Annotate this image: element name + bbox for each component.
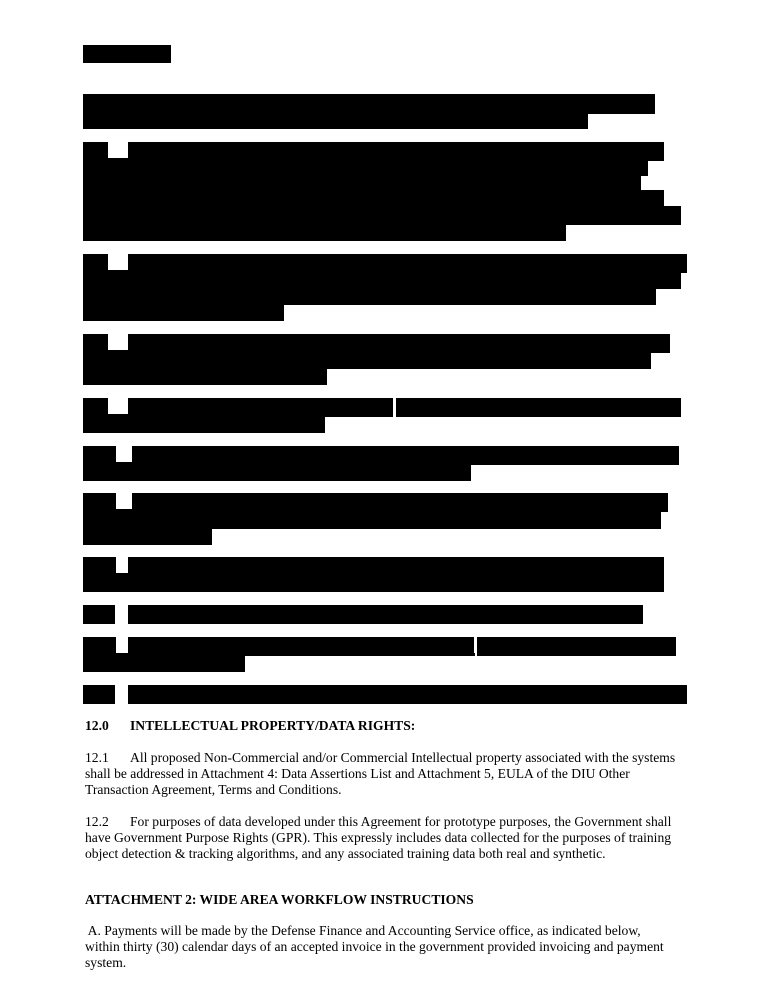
section-title: INTELLECTUAL PROPERTY/DATA RIGHTS: [130, 718, 416, 733]
redaction-block [396, 398, 681, 417]
redaction-block [83, 158, 648, 176]
redaction-block [83, 685, 115, 704]
attachment-2-heading: ATTACHMENT 2: WIDE AREA WORKFLOW INSTRUCTIONS [85, 892, 474, 907]
paragraph-text: All proposed Non-Commercial and/or Commercial Intellectual property associated with the systems [130, 750, 676, 765]
paragraph-number: 12.2 [85, 814, 109, 829]
redaction-block [83, 114, 588, 129]
redaction-block [83, 334, 108, 350]
redaction-block [83, 142, 108, 158]
paragraph-number: 12.1 [85, 750, 109, 765]
redaction-block [83, 605, 115, 624]
paragraph-line: system. [85, 955, 127, 970]
paragraph-line: object detection & tracking algorithms, and any associated training data both real and synthetic. [85, 846, 606, 861]
redaction-block [83, 446, 116, 462]
redaction-block [83, 206, 681, 225]
section-12-heading [85, 718, 415, 734]
redaction-block [83, 417, 325, 433]
redaction-block [83, 176, 641, 190]
redaction-block [83, 529, 212, 545]
redaction-block [83, 289, 656, 305]
redaction-block [83, 305, 284, 321]
paragraph-line: have Government Purpose Rights (GPR). This expressly includes data collected for the purposes of training [85, 830, 672, 845]
paragraph-line: Transaction Agreement, Terms and Conditions. [85, 782, 342, 797]
redaction-block [83, 254, 108, 270]
redaction-block [83, 190, 664, 206]
redaction-block [83, 270, 681, 289]
redaction-block [83, 557, 116, 573]
paragraph-text: For purposes of data developed under this Agreement for prototype purposes, the Government shall [130, 814, 672, 829]
redaction-block [132, 493, 668, 512]
redaction-block [83, 656, 245, 672]
redaction-heading [83, 45, 171, 63]
paragraph-line: A. Payments will be made by the Defense Finance and Accounting Service office, as indicated below, [85, 923, 641, 938]
paragraph-line [85, 814, 671, 830]
redaction-block [83, 573, 664, 592]
redaction-block [477, 637, 676, 656]
paragraph-line: shall be addressed in Attachment 4: Data Assertions List and Attachment 5, EULA of the DIU Other [85, 766, 630, 781]
redaction-block [128, 685, 687, 704]
redaction-block [83, 369, 327, 385]
redaction-block [83, 512, 661, 529]
redaction-block [83, 398, 108, 414]
redaction-block [83, 637, 116, 653]
redaction-block [83, 94, 655, 114]
section-number: 12.0 [85, 718, 109, 733]
redaction-block [83, 493, 116, 509]
redaction-block [83, 225, 566, 241]
redaction-block [128, 605, 643, 624]
redaction-block [83, 350, 651, 369]
redaction-block [83, 465, 471, 481]
redaction-block [132, 446, 679, 465]
paragraph-line: within thirty (30) calendar days of an accepted invoice in the government provided invoicing and payment [85, 939, 664, 954]
paragraph-line [85, 750, 675, 766]
